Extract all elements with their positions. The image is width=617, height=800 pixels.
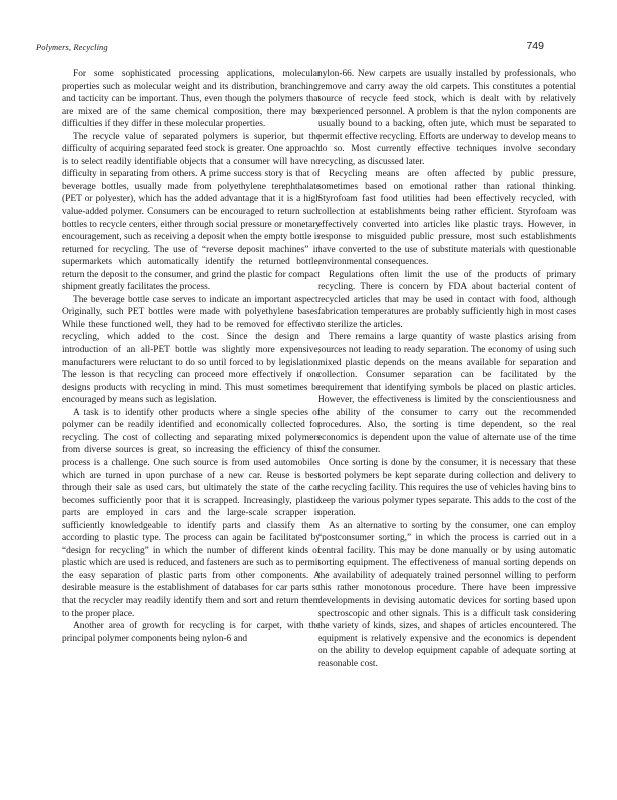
running-head: Polymers, Recycling [36,42,108,52]
paragraph: There remains a large quantity of waste plastics arising from sources not leading to ready separation. The economy of using such mixed plastic depends on the means available for separation and collection. Consumer separation can be facilitated by the requirement that identifying symbols be placed on plastic articles. However, the effectiveness is limited by the conscientiousness and the ability of the consumer to carry out the recommended procedures. Also, the sorting is time dependent, so the real economics is dependent upon the value of alternate use of the time of the consumer. [318,332,576,456]
paragraph: As an alternative to sorting by the consumer, one can employ “postconsumer sorting,” in which the process is carried out in a central facility. This may be done manually or by using automatic sorting equipment. The effectiveness of manual sorting depends on the availability of adequately trained personnel willing to perform this rather monotonous procedure. There have been impressive developments in devising automatic devices for sorting based upon spectroscopic and other signals. This is a difficult task considering the variety of kinds, sizes, and shapes of articles encountered. The equipment is relatively expensive and the economics is dependent on the ability to develop equipment capable of adequate sorting at reasonable cost. [318,520,576,669]
paragraph-continued: nylon-66. New carpets are usually installed by professionals, who remove and carry away the old carpets. This constitutes a potential source of recycle feed stock, which is dealt with by relatively experienced personnel. A problem is that the nylon components are usually bound to a backing, often jute, which must be separated to permit effective recycling. Efforts are underway to develop means to do so. Most currently effective techniques involve secondary recycling, as discussed later. [318,69,576,167]
paragraph: Once sorting is done by the consumer, it is necessary that these sorted polymers be kept separate during collection and delivery to the recycling facility. This requires the use of vehicles having bins to keep the various polymer types separate. This adds to the cost of the operation. [318,457,576,519]
paragraph: A task is to identify other products where a single species of polymer can be readily identified and economically collected for recycling. The cost of collecting and separating mixed polymers from diverse sources is great, so increasing the efficiency of this process is a challenge. One such source is from used automobiles which are turned in upon purchase of a new car. Reuse is best through their sale as used cars, but ultimately the state of the car becomes sufficiently poor that it is scrapped. Increasingly, plastic parts are employed in cars and the large-scale scrapper is sufficiently knowledgeable to identify parts and classify them according to plastic type. The process can again be facilitated by “design for recycling” in which the number of different kinds of plastic which are used is reduced, and fasteners are such as to permit the easy separation of plastic parts from other components. A desirable measure is the establishment of databases for car parts so that the recycler may readily identify them and sort and return them to the proper place. [62,407,320,619]
paragraph: Recycling means are often affected by public pressure, sometimes based on emotional rather than rational thinking. Styrofoam fast food utilities had been effectively recycled, with collection at establishments being rather efficient. Styrofoam was effectively converted into articles like plastic trays. However, in response to misguided public pressure, most such establishments have converted to the use of substitute materials with questionable environmental consequences. [318,169,576,268]
right-column [318,68,576,670]
paragraph: The beverage bottle case serves to indicate an important aspect. Originally, such PET bottles were made with polyethylene bases. While these functioned well, they had to be removed for effective recycling, which added to the cost. Since the design and introduction of an all-PET bottle was slightly more expensive, manufacturers were reluctant to do so until forced to by legislation. The lesson is that recycling can proceed more effectively if one designs products with recycling in mind. This must sometimes be encouraged by means such as legislation. [62,294,320,406]
paragraph: For some sophisticated processing applications, molecular properties such as molecular weight and its distribution, branching, and tacticity can be important. Thus, even though the polymers that are mixed are of the same chemical composition, there may be difficulties if they differ in these molecular properties. [62,69,320,130]
left-column [62,68,320,645]
paragraph: The recycle value of separated polymers is superior, but the difficulty of acquiring separated feed stock is greater. One approach is to select readily identifiable objects that a consumer will have no difficulty in separating from others. A prime success story is that of beverage bottles, usually made from polyethylene terephthalate (PET or polyester), which has the added advantage that it is a high value-added polymer. Consumers can be encouraged to return such bottles to recycle centers, either through social pressure or monetary encouragement, such as receiving a deposit when the empty bottle is returned for recycling. The use of “reverse deposit machines” in supermarkets which automatically identify the returned bottle, return the deposit to the consumer, and grind the plastic for compact shipment greatly facilitates the process. [62,131,320,293]
page-number: 749 [526,40,544,52]
paragraph: Another area of growth for recycling is for carpet, with the principal polymer components being nylon-6 and [62,621,320,644]
paragraph: Regulations often limit the use of the products of primary recycling. There is concern by FDA about bacterial content of recycled articles that may be used in contact with food, although fabrication temperatures are probably sufficiently high in most cases to sterilize the articles. [318,269,576,330]
